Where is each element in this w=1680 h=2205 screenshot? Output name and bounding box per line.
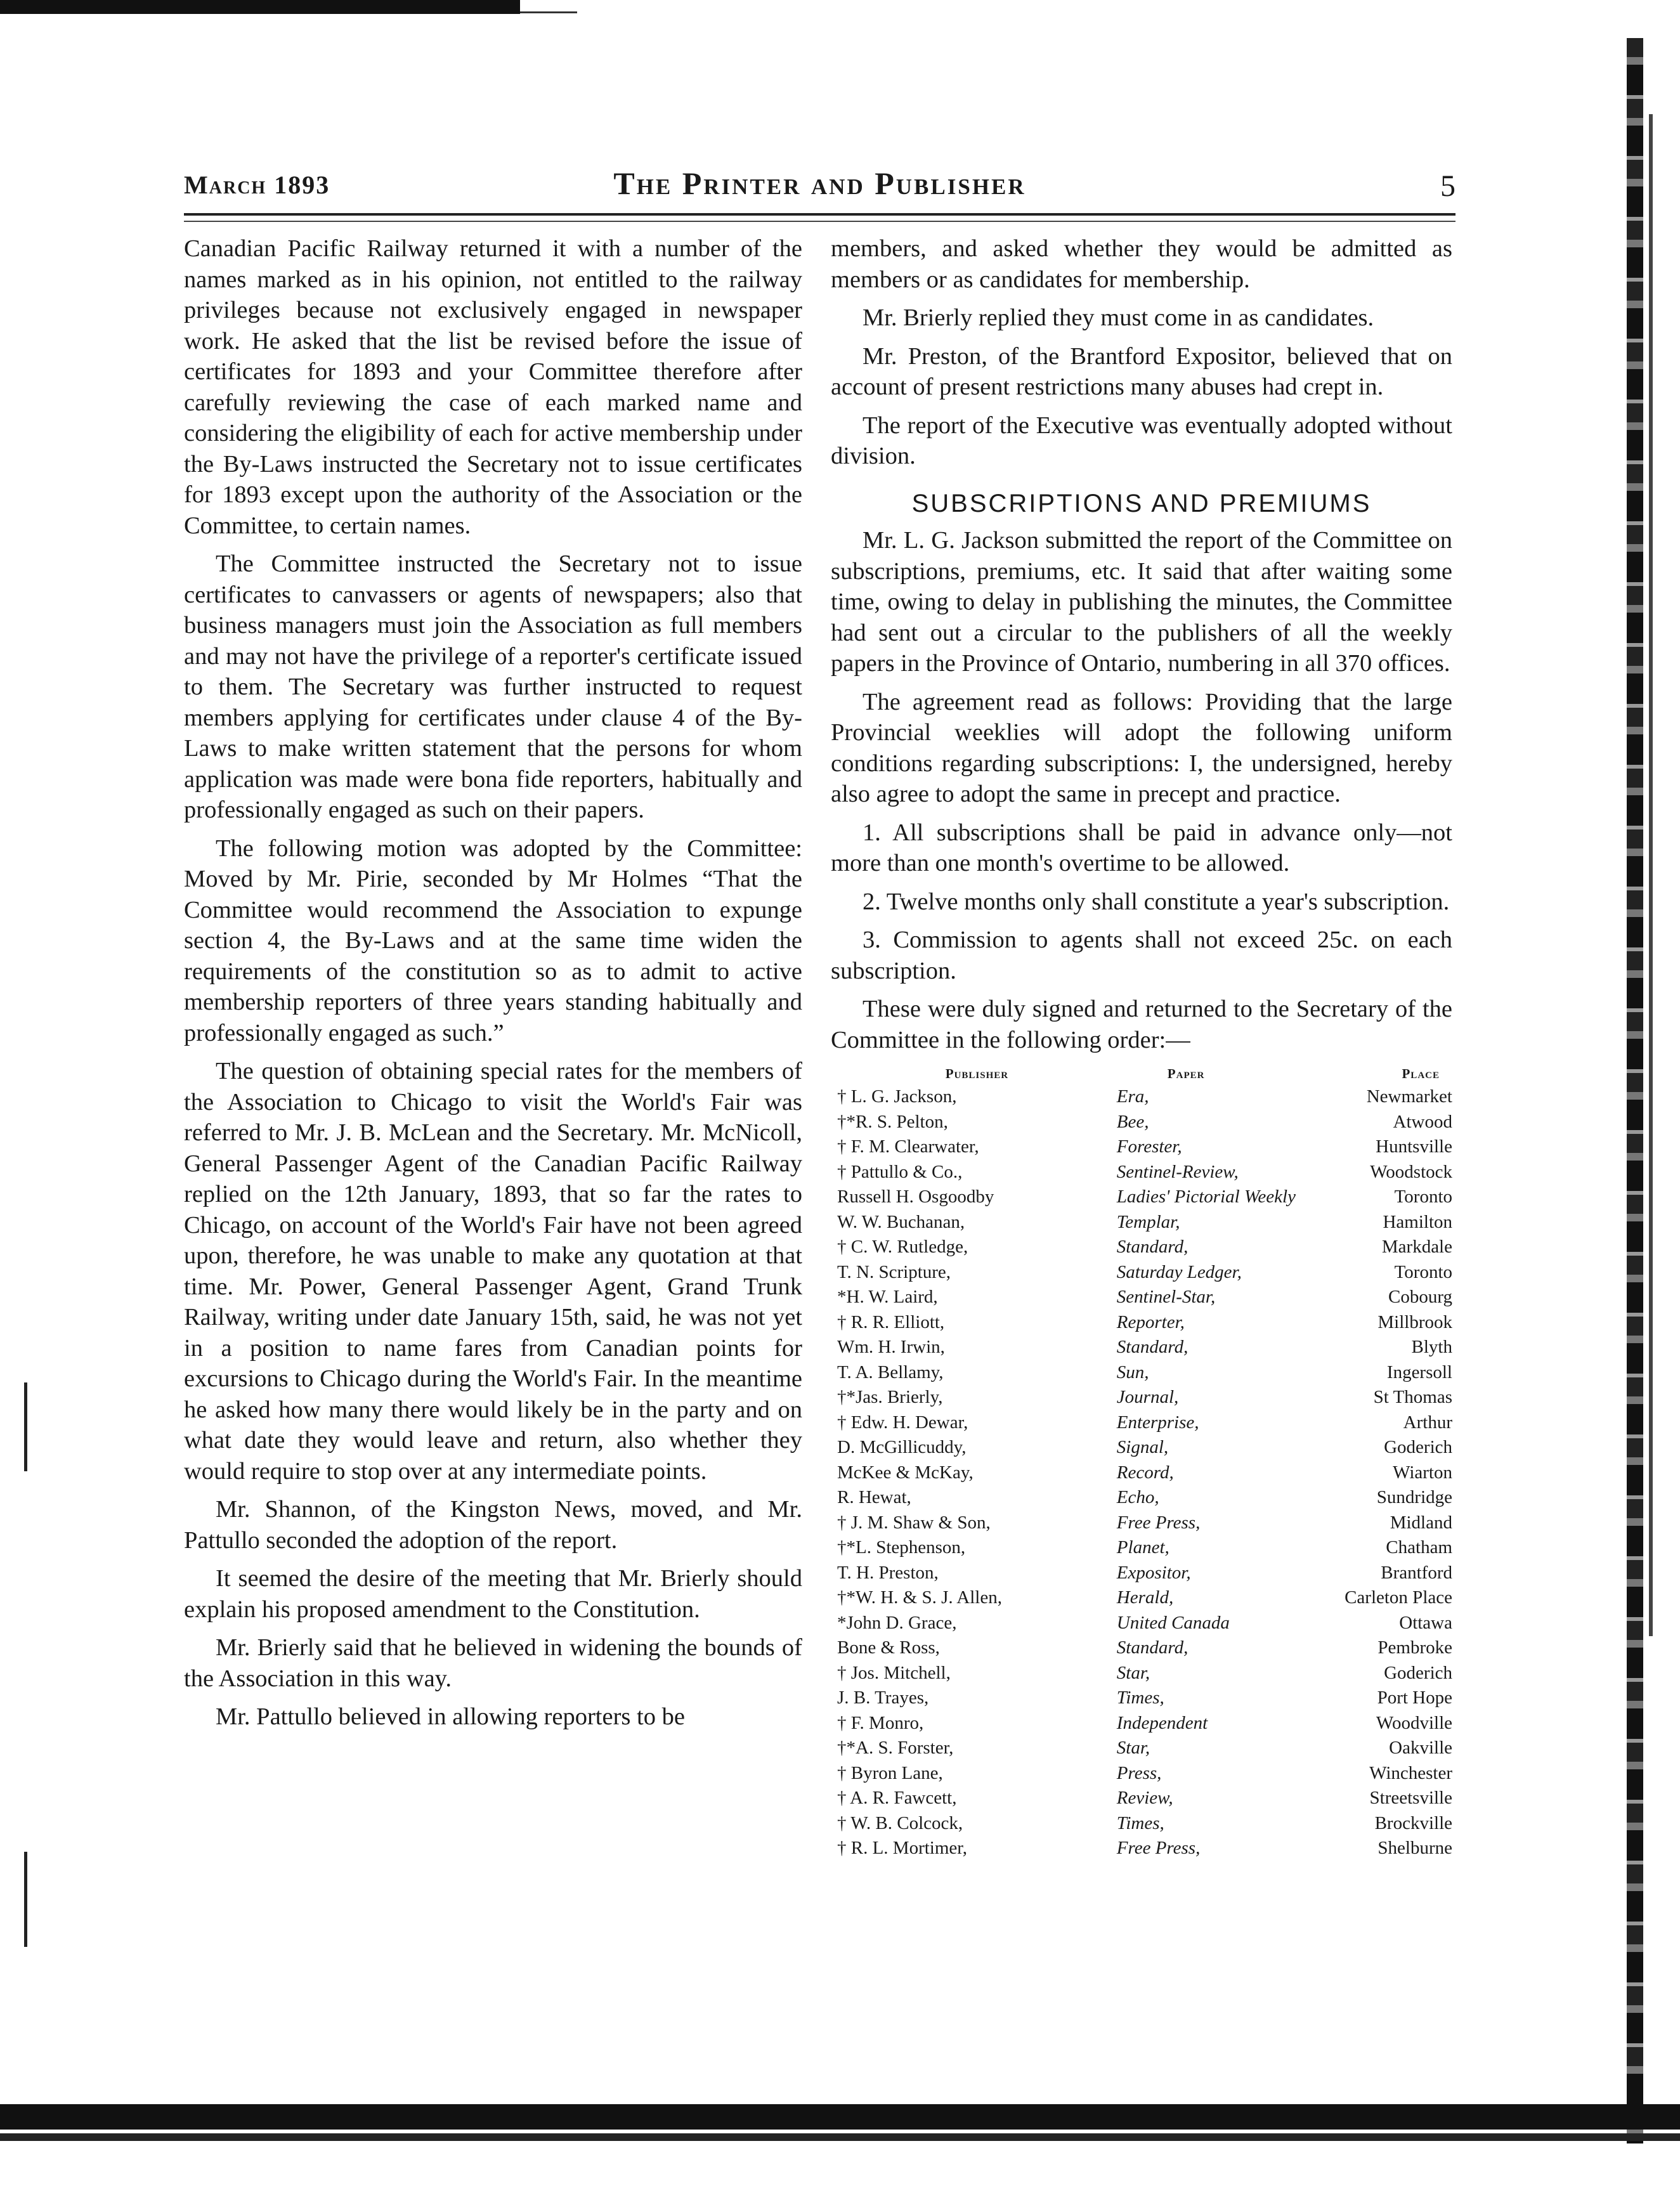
paragraph: 3. Commission to agents shall not exceed 25c. on each subscription. — [831, 927, 1452, 984]
publisher-cell: † R. L. Mortimer, — [837, 1838, 968, 1858]
paper-cell: Templar, — [1116, 1211, 1180, 1232]
table-row — [831, 1561, 1452, 1586]
scan-mark-left — [24, 1852, 27, 1947]
paper-cell: Sentinel-Review, — [1116, 1161, 1239, 1182]
paper-cell: Forester, — [1116, 1136, 1182, 1157]
place-cell: Blyth — [1411, 1337, 1452, 1357]
paper-cell: Expositor, — [1116, 1562, 1191, 1583]
paper-cell: Echo, — [1116, 1487, 1159, 1507]
left-column — [184, 233, 802, 1740]
publisher-cell: W. W. Buchanan, — [837, 1211, 965, 1232]
publisher-cell: Russell H. Osgoodby — [837, 1187, 994, 1207]
publisher-cell: J. B. Trayes, — [837, 1688, 929, 1708]
paper-cell: Standard, — [1116, 1237, 1188, 1257]
table-row — [831, 1535, 1452, 1561]
paragraph: It seemed the desire of the meeting that Mr. Brierly should explain his proposed amendment to the Constitution. — [184, 1565, 802, 1623]
signatories-body — [831, 1084, 1452, 1861]
paper-cell: Times, — [1116, 1688, 1164, 1708]
table-row — [831, 1260, 1452, 1285]
publication-title: The Printer and Publisher — [613, 166, 1026, 201]
place-cell: Brockville — [1374, 1812, 1452, 1833]
paragraph: The following motion was adopted by the Committee: Moved by Mr. Pirie, seconded by Mr Holmes “That the Committee would recommend the Association to expunge section 4, the By-Laws and at the same time widen the requirements of the constitution so as to admit to active membership reporters of three years standing habitually and professionally engaged as such.” — [184, 835, 802, 1046]
scan-edge-top — [0, 0, 520, 14]
place-cell: Millbrook — [1377, 1311, 1452, 1332]
table-row — [831, 1636, 1452, 1661]
column-header-paper: Paper — [1167, 1066, 1205, 1081]
publisher-cell: † C. W. Rutledge, — [837, 1237, 968, 1257]
paper-cell: Enterprise, — [1116, 1412, 1199, 1433]
scan-edge-bottom — [0, 2104, 1680, 2130]
paper-cell: Review, — [1116, 1788, 1173, 1808]
paper-cell: Planet, — [1116, 1537, 1169, 1558]
place-cell: Goderich — [1384, 1662, 1452, 1683]
table-row — [831, 1160, 1452, 1185]
place-cell: Toronto — [1394, 1261, 1452, 1282]
table-row — [831, 1786, 1452, 1811]
table-row — [831, 1611, 1452, 1636]
place-cell: Chatham — [1386, 1537, 1452, 1558]
table-row — [831, 1460, 1452, 1486]
table-row — [831, 1084, 1452, 1110]
publisher-cell: R. Hewat, — [837, 1487, 911, 1507]
header-rule-thin — [184, 221, 1455, 222]
publisher-cell: D. McGillicuddy, — [837, 1437, 967, 1457]
paragraph: Mr. Preston, of the Brantford Expositor, believed that on account of present restrictions many abuses had crept in. — [831, 342, 1452, 400]
publisher-cell: *John D. Grace, — [837, 1612, 957, 1633]
place-cell: Huntsville — [1376, 1136, 1452, 1157]
place-cell: Winchester — [1369, 1762, 1452, 1783]
issue-date: March 1893 — [184, 171, 330, 199]
place-cell: Arthur — [1403, 1412, 1452, 1433]
paper-cell: Standard, — [1116, 1337, 1188, 1357]
table-row — [831, 1285, 1452, 1310]
publisher-cell: † J. M. Shaw & Son, — [837, 1512, 991, 1533]
publisher-cell: †*Jas. Brierly, — [837, 1387, 943, 1407]
publisher-cell: Bone & Ross, — [837, 1637, 940, 1658]
paper-cell: Record, — [1116, 1462, 1174, 1483]
place-cell: Shelburne — [1377, 1838, 1452, 1858]
table-row — [831, 1485, 1452, 1511]
signatories-table — [831, 1063, 1452, 1861]
paper-cell: Press, — [1116, 1762, 1162, 1783]
signatories-header-row — [831, 1063, 1452, 1084]
place-cell: Goderich — [1384, 1437, 1452, 1457]
paragraph: members, and asked whether they would be admitted as members or as candidates for membership. — [831, 235, 1452, 293]
paragraph: 1. All subscriptions shall be paid in advance only—not more than one month's overtime to be allowed. — [831, 819, 1452, 876]
paper-cell: Journal, — [1116, 1387, 1179, 1407]
publisher-cell: † R. R. Elliott, — [837, 1311, 945, 1332]
publisher-cell: T. N. Scripture, — [837, 1261, 951, 1282]
publisher-cell: † F. M. Clearwater, — [837, 1136, 979, 1157]
paragraph: Canadian Pacific Railway returned it with a number of the names marked as in his opinion, not entitled to the railway privileges because not exclusively engaged in newspaper work. He asked that the list be revised before the issue of certificates for 1893 and your Committee therefore after carefully reviewing the case of each marked name and considering the eligibility of each for active membership under the By-Laws instructed the Secretary not to issue certificates for 1893 except upon the authority of the Association or the Committee, to certain names. — [184, 235, 802, 539]
place-cell: Port Hope — [1377, 1688, 1452, 1708]
right-column — [831, 233, 1452, 1861]
table-row — [831, 1711, 1452, 1736]
paper-cell: Independent — [1116, 1712, 1208, 1733]
place-cell: Newmarket — [1366, 1086, 1452, 1107]
place-cell: Pembroke — [1377, 1637, 1452, 1658]
table-row — [831, 1511, 1452, 1536]
table-row — [831, 1135, 1452, 1160]
publisher-cell: † Edw. H. Dewar, — [837, 1412, 968, 1433]
place-cell: Ottawa — [1399, 1612, 1452, 1633]
table-row — [831, 1110, 1452, 1135]
place-cell: Woodstock — [1370, 1161, 1452, 1182]
table-row — [831, 1686, 1452, 1711]
paragraph: These were duly signed and returned to the Secretary of the Committee in the following order:— — [831, 996, 1452, 1053]
publisher-cell: † A. R. Fawcett, — [837, 1788, 957, 1808]
publisher-cell: *H. W. Laird, — [837, 1287, 938, 1307]
table-row — [831, 1410, 1452, 1436]
place-cell: Streetsville — [1369, 1788, 1452, 1808]
paper-cell: Standard, — [1116, 1637, 1188, 1658]
paragraph: Mr. Brierly replied they must come in as candidates. — [863, 304, 1374, 331]
place-cell: Oakville — [1389, 1738, 1452, 1758]
paper-cell: Ladies' Pictorial Weekly — [1116, 1187, 1296, 1207]
paragraph: The agreement read as follows: Providing that the large Provincial weeklies will adopt the following uniform conditions regarding subscriptions: I, the undersigned, hereby also agree to adopt the same in precept and practice. — [831, 688, 1452, 807]
paper-cell: Times, — [1116, 1812, 1164, 1833]
paragraph: 2. Twelve months only shall constitute a year's subscription. — [863, 888, 1450, 915]
paper-cell: Reporter, — [1116, 1311, 1185, 1332]
place-cell: Toronto — [1394, 1187, 1452, 1207]
paper-cell: Free Press, — [1116, 1838, 1201, 1858]
paper-cell: Era, — [1116, 1086, 1149, 1107]
paragraph: Mr. L. G. Jackson submitted the report of the Committee on subscriptions, premiums, etc. It said that after waiting some time, owing to delay in publishing the minutes, the Committee had sent out a circular to the publishers of all the weekly papers in the Province of Ontario, numbering in all 370 offices. — [831, 527, 1452, 677]
publisher-cell: †*W. H. & S. J. Allen, — [837, 1587, 1002, 1608]
paragraph: The question of obtaining special rates for the members of the Association to Chicago to visit the World's Fair was referred to Mr. J. B. McLean and the Secretary. Mr. McNicoll, General Passenger Agent of the Canadian Pacific Railway replied on the 12th January, 1893, that so far the rates to Chicago, on account of the World's Fair have not been agreed upon, therefore, he was unable to make any quotation at that time. Mr. Power, General Passenger Agent, Grand Trunk Railway, writing under date January 15th, said, he was not yet in a position to name fares from Canadian points for excursions to Chicago during the World's Fair. In the meantime he asked how many there would likely be in the party and on what date they would leave and return, also whether they would require to stop over at any intermediate points. — [184, 1058, 802, 1485]
page-number: 5 — [1440, 169, 1455, 203]
publisher-cell: †*L. Stephenson, — [837, 1537, 966, 1558]
publisher-cell: † L. G. Jackson, — [837, 1086, 957, 1107]
publisher-cell: †*A. S. Forster, — [837, 1738, 954, 1758]
scan-mark-left — [24, 1382, 27, 1471]
place-cell: Carleton Place — [1345, 1587, 1452, 1608]
paper-cell: Star, — [1116, 1662, 1150, 1683]
paper-cell: Sentinel-Star, — [1116, 1287, 1216, 1307]
place-cell: Atwood — [1393, 1111, 1452, 1132]
table-row — [831, 1185, 1452, 1210]
table-row — [831, 1385, 1452, 1410]
scan-edge-right-inner — [1649, 114, 1653, 1636]
place-cell: Markdale — [1381, 1237, 1452, 1257]
paragraph: Mr. Brierly said that he believed in widening the bounds of the Association in this way. — [184, 1634, 802, 1692]
place-cell: St Thomas — [1373, 1387, 1452, 1407]
publisher-cell: † F. Monro, — [837, 1712, 924, 1733]
publisher-cell: McKee & McKay, — [837, 1462, 973, 1483]
table-row — [831, 1736, 1452, 1761]
table-row — [831, 1435, 1452, 1460]
table-row — [831, 1761, 1452, 1786]
publisher-cell: † Jos. Mitchell, — [837, 1662, 951, 1683]
section-heading: SUBSCRIPTIONS AND PREMIUMS — [911, 489, 1372, 517]
place-cell: Sundridge — [1376, 1487, 1452, 1507]
publisher-cell: † Pattullo & Co., — [837, 1161, 963, 1182]
table-row — [831, 1836, 1452, 1861]
scan-edge-top-thin — [520, 11, 577, 13]
place-cell: Ingersoll — [1386, 1362, 1452, 1382]
place-cell: Cobourg — [1388, 1287, 1452, 1307]
scan-edge-bottom-thin — [0, 2133, 1680, 2141]
paper-cell: Bee, — [1116, 1111, 1149, 1132]
publisher-cell: T. H. Preston, — [837, 1562, 939, 1583]
place-cell: Brantford — [1381, 1562, 1452, 1583]
publisher-cell: †*R. S. Pelton, — [837, 1111, 948, 1132]
table-row — [831, 1210, 1452, 1235]
header-rule — [184, 213, 1455, 216]
table-row — [831, 1811, 1452, 1837]
paragraph: Mr. Pattullo believed in allowing reporters to be — [216, 1703, 685, 1730]
table-row — [831, 1335, 1452, 1360]
paper-cell: United Canada — [1116, 1612, 1230, 1633]
column-header-place: Place — [1402, 1066, 1440, 1081]
paper-cell: Free Press, — [1116, 1512, 1201, 1533]
scan-edge-right — [1627, 38, 1643, 2143]
paragraph: The Committee instructed the Secretary not to issue certificates to canvassers or agents of newspapers; also that business managers must join the Association as full members and may not have the privilege of a reporter's certificate issued to them. The Secretary was further instructed to request members applying for certificates under clause 4 of the By-Laws to make written statement that the persons for whom application was made were bona fide reporters, habitually and professionally engaged as such on their papers. — [184, 550, 802, 823]
paper-cell: Saturday Ledger, — [1116, 1261, 1242, 1282]
table-row — [831, 1661, 1452, 1686]
publisher-cell: Wm. H. Irwin, — [837, 1337, 945, 1357]
table-row — [831, 1360, 1452, 1386]
place-cell: Hamilton — [1383, 1211, 1452, 1232]
table-row — [831, 1235, 1452, 1260]
publisher-cell: † Byron Lane, — [837, 1762, 943, 1783]
place-cell: Wiarton — [1393, 1462, 1452, 1483]
paragraph: The report of the Executive was eventually adopted without division. — [831, 412, 1452, 469]
table-row — [831, 1585, 1452, 1611]
table-row — [831, 1310, 1452, 1336]
publisher-cell: T. A. Bellamy, — [837, 1362, 944, 1382]
paragraph: Mr. Shannon, of the Kingston News, moved, and Mr. Pattullo seconded the adoption of the report. — [184, 1496, 802, 1554]
paper-cell: Star, — [1116, 1738, 1150, 1758]
running-head — [184, 165, 1455, 203]
publisher-cell: † W. B. Colcock, — [837, 1812, 963, 1833]
place-cell: Woodville — [1376, 1712, 1452, 1733]
column-header-publisher: Publisher — [945, 1066, 1009, 1081]
paper-cell: Herald, — [1116, 1587, 1174, 1608]
place-cell: Midland — [1390, 1512, 1452, 1533]
paper-cell: Signal, — [1116, 1437, 1169, 1457]
paper-cell: Sun, — [1116, 1362, 1149, 1382]
